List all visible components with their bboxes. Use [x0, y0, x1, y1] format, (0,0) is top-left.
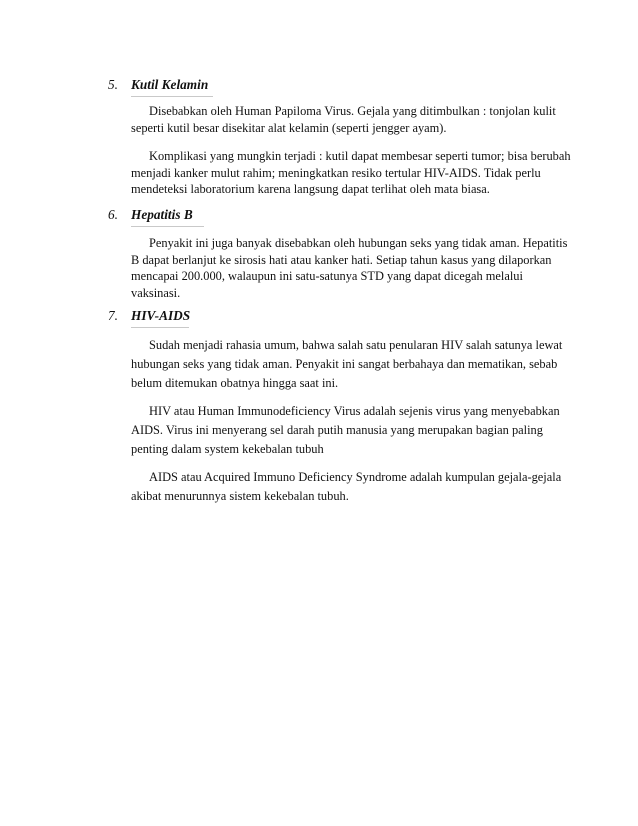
- paragraph: AIDS atau Acquired Immuno Deficiency Syndrome adalah kumpulan gejala-gejala akibat menurunnya sistem kekebalan tubuh.: [131, 470, 562, 503]
- heading-underline: [131, 96, 213, 97]
- heading-underline: [131, 226, 204, 227]
- paragraph: Penyakit ini juga banyak disebabkan oleh hubungan seks yang tidak aman. Hepatitis B dapat berlanjut ke sirosis hati atau kanker hati. Setiap tahun kasus yang dilaporkan mencapai 200.000, walaupun ini satu-satunya STD yang dapat dicegah melalui vaksinasi.: [131, 236, 568, 300]
- section-title: Hepatitis B: [131, 207, 193, 222]
- paragraph: Disebabkan oleh Human Papiloma Virus. Gejala yang ditimbulkan : tonjolan kulit seperti kutil besar disekitar alat kelamin (seperti jengger ayam).: [131, 104, 556, 135]
- heading-underline: [131, 327, 189, 328]
- paragraph: Sudah menjadi rahasia umum, bahwa salah satu penularan HIV salah satunya lewat hubungan seks yang tidak aman. Penyakit ini sangat berbahaya dan mematikan, sebab belum ditemukan obatnya hingga saat ini.: [131, 338, 563, 390]
- section-title: HIV-AIDS: [131, 308, 191, 323]
- section-heading-hiv-aids: [108, 308, 568, 324]
- section-number: 5.: [108, 77, 118, 92]
- section-heading-kutil-kelamin: [108, 77, 568, 93]
- section-title: Kutil Kelamin: [131, 77, 209, 92]
- paragraph: HIV atau Human Immunodeficiency Virus adalah sejenis virus yang menyebabkan AIDS. Virus ini menyerang sel darah putih manusia yang merupakan bagian paling penting dalam system kekebalan tubuh: [131, 404, 560, 456]
- section-heading-hepatitis-b: [108, 207, 568, 223]
- section-number: 6.: [108, 207, 118, 222]
- section-number: 7.: [108, 308, 118, 323]
- paragraph: Komplikasi yang mungkin terjadi : kutil dapat membesar seperti tumor; bisa berubah menjadi kanker mulut rahim; meningkatkan resiko tertular HIV-AIDS. Tidak perlu mendeteksi laboratorium karena langsung dapat terlihat oleh mata biasa.: [131, 149, 571, 196]
